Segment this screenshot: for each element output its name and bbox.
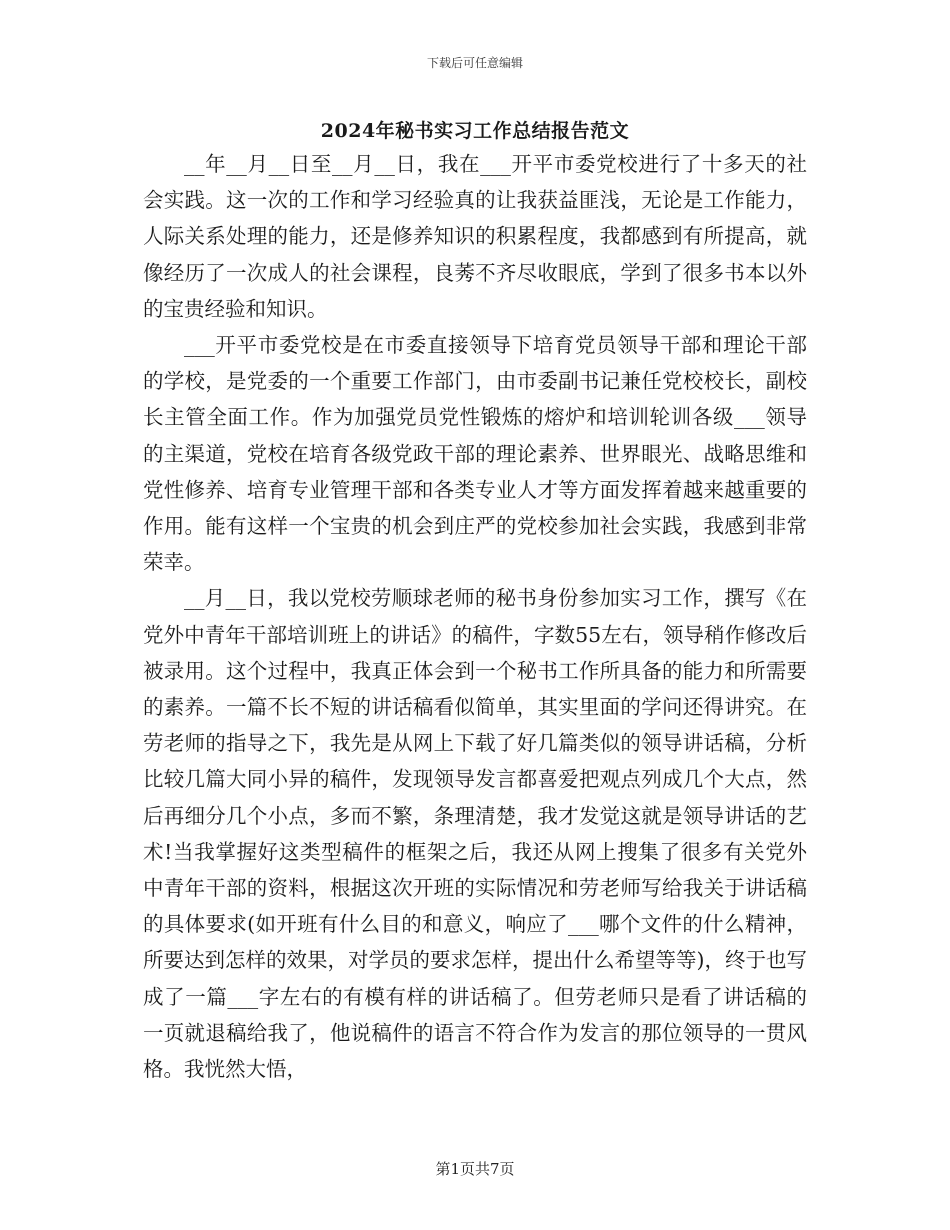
paragraph-2: ___开平市委党校是在市委直接领导下培育党员领导干部和理论干部的学校，是党委的一个重要工作部门，由市委副书记兼任党校校长，副校长主管全面工作。作为加强党员党性锻炼的熔炉和培训轮训各级___领导的主渠道，党校在培育各级党政干部的理论素养、世界眼光、战略思维和党性修养、培育专业管理干部和各类专业人才等方面发挥着越来越重要的作用。能有这样一个宝贵的机会到庄严的党校参加社会实践，我感到非常荣幸。 [143,333,807,575]
header-note: 下载后可任意编辑 [426,56,523,70]
paragraph-1: __年__月__日至__月__日，我在___开平市委党校进行了十多天的社会实践。这一次的工作和学习经验真的让我获益匪浅，无论是工作能力，人际关系处理的能力，还是修养知识的积累程度，我都感到有所提高，就像经历了一次成人的社会课程，良莠不齐尽收眼底，学到了很多书本以外的宝贵经验和知识。 [143,152,807,321]
paragraph-3: __月__日，我以党校劳顺球老师的秘书身份参加实习工作，撰写《在党外中青年干部培训班上的讲话》的稿件，字数55左右，领导稍作修改后被录用。这个过程中，我真正体会到一个秘书工作所具备的能力和所需要的素养。一篇不长不短的讲话稿看似简单，其实里面的学问还得讲究。在劳老师的指导之下，我先是从网上下载了好几篇类似的领导讲话稿，分析比较几篇大同小异的稿件，发现领导发言都喜爱把观点列成几个大点，然后再细分几个小点，多而不繁，条理清楚，我才发觉这就是领导讲话的艺术!当我掌握好这类型稿件的框架之后，我还从网上搜集了很多有关党外中青年干部的资料，根据这次开班的实际情况和劳老师写给我关于讲话稿的具体要求(如开班有什么目的和意义，响应了___哪个文件的什么精神，所要达到怎样的效果，对学员的要求怎样，提出什么希望等等)，终于也写成了一篇___字左右的有模有样的讲话稿了。但劳老师只是看了讲话稿的一页就退稿给我了，他说稿件的语言不符合作为发言的那位领导的一贯风格。我恍然大悟， [143,586,807,1082]
page-number: 第1页共7页 [435,1160,515,1178]
document-title: 2024年秘书实习工作总结报告范文 [320,120,630,142]
document-body [143,146,807,1087]
